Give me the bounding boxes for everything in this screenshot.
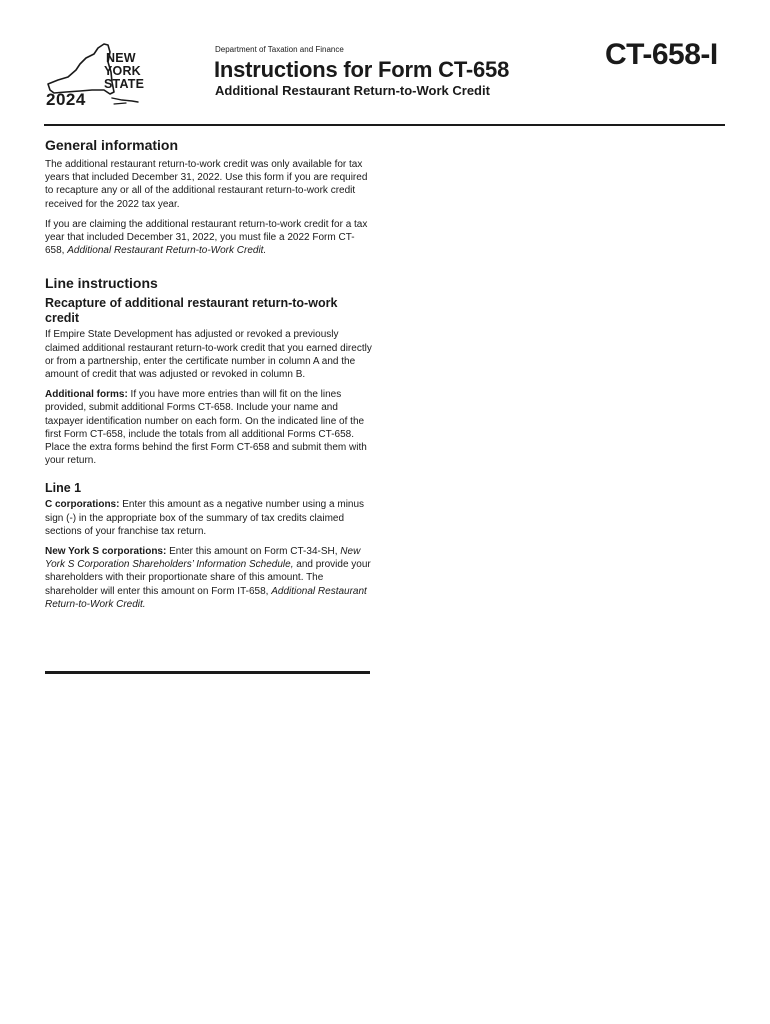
nys-logo [44, 40, 162, 112]
general-paragraph-2 [45, 218, 373, 258]
additional-forms-text: If you have more entries than will fit on the lines provided, submit additional Forms CT-658. Include your name and taxpayer identification number on each form. On the indicated line of the first Form CT-658, include the totals from all additional Forms CT-658. Place the extra forms behind the first Form CT-658 and submit them with your return. [45, 389, 367, 467]
logo-year: 2024 [46, 90, 86, 109]
s-corporations-text-1: Enter this amount on Form CT-34-SH, [166, 546, 341, 558]
page-subtitle: Additional Restaurant Return-to-Work Credit [215, 83, 490, 98]
instructions-column [45, 136, 373, 618]
general-paragraph-2-text: If you are claiming the additional restaurant return-to-work credit for a tax year that included December 31, 2022, you must file a 2022 Form CT-658, [45, 218, 368, 257]
s-corporations-form-name-2: Additional Restaurant Return-to-Work Credit. [45, 585, 367, 610]
general-information-heading: General information [45, 137, 179, 153]
end-divider [45, 671, 370, 674]
department-name: Department of Taxation and Finance [215, 45, 344, 54]
logo-word-state: STATE [104, 77, 145, 91]
c-corporations-text: Enter this amount as a negative number using a minus sign (-) in the appropriate box of the summary of tax credits claimed sections of your franchise tax return. [45, 499, 365, 537]
additional-forms-paragraph [45, 388, 373, 467]
s-corporations-paragraph [45, 545, 373, 611]
recapture-heading: Recapture of additional restaurant return-to-work credit [45, 296, 338, 326]
s-corporations-form-name-1: New York S Corporation Shareholders’ Information Schedule, [45, 546, 361, 571]
general-paragraph-2-form-name: Additional Restaurant Return-to-Work Credit. [67, 245, 267, 257]
general-paragraph-1: The additional restaurant return-to-work credit was only available for tax years that included December 31, 2022. Use this form if you are required to recapture any or all of the additional restaurant return-to-work credit received for the 2022 tax year. [45, 159, 368, 210]
form-id: CT-658-I [605, 38, 718, 71]
s-corporations-text-2: and provide your shareholders with their proportionate share of this amount. The shareholder will enter this amount on Form IT-658, [45, 559, 371, 597]
c-corporations-label: C corporations: [45, 499, 120, 511]
c-corporations-paragraph [45, 498, 373, 538]
page-title: Instructions for Form CT-658 [214, 57, 510, 82]
additional-forms-label: Additional forms: [45, 389, 128, 401]
logo-word-new: NEW [106, 51, 136, 65]
logo-word-york: YORK [104, 64, 141, 78]
line-instructions-section [45, 274, 373, 467]
header-divider [44, 124, 725, 126]
s-corporations-label: New York S corporations: [45, 546, 167, 558]
recapture-paragraph: If Empire State Development has adjusted or revoked a previously claimed additional restaurant return-to-work credit that you earned directly or from a partnership, enter the certificate number in column A and the amount of credit that was adjusted or revoked in column B. [45, 329, 372, 381]
line-instructions-heading: Line instructions [45, 275, 158, 292]
line-1-heading: Line 1 [45, 481, 82, 496]
line-1-section [45, 481, 373, 611]
